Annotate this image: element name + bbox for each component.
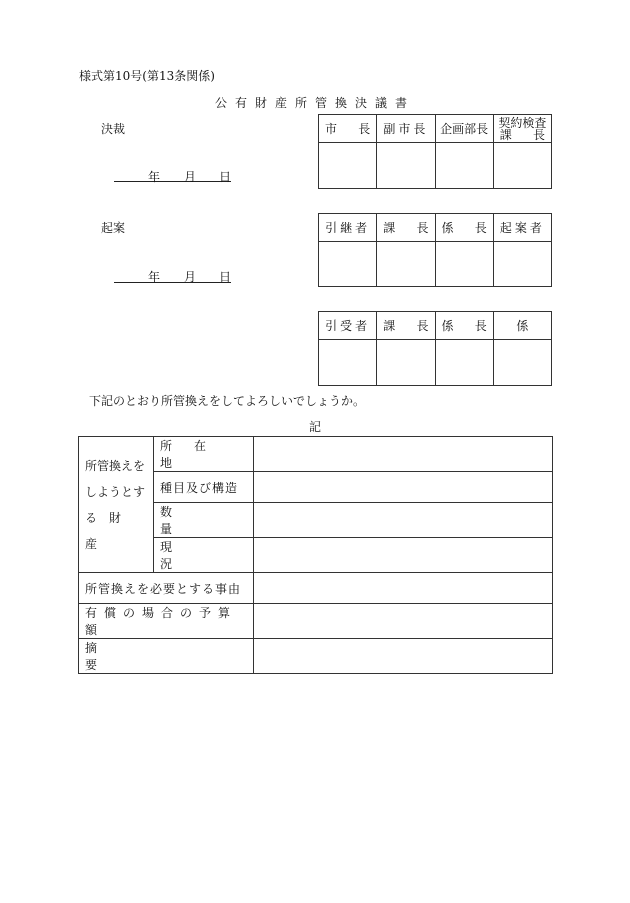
field-budget[interactable] [254,604,553,639]
draft-date-month: 月 [184,270,197,284]
row-label-reason: 所管換えを必要とする事由 [79,573,254,604]
draft-label: 起案 [101,221,126,235]
row-label-quantity: 数量 [154,503,254,538]
field-type-structure[interactable] [254,472,553,503]
stamp-cell-receiver[interactable] [319,340,377,386]
field-location[interactable] [254,437,553,472]
stamp-cell-vice-mayor[interactable] [377,143,435,189]
draft-date-year: 年 [148,270,161,284]
property-group-line-1: 所管換えを [85,458,146,473]
header-recv-subsection-1: 係 [441,319,454,333]
draft-date-line [114,282,231,283]
header-contract-inspection: 契約検査 [498,115,547,130]
field-condition[interactable] [254,538,553,573]
stamp-cell-recv-chief[interactable] [377,340,435,386]
header-subsection-1: 係 [441,221,454,235]
decision-date-month: 月 [184,170,197,184]
header-vice-mayor: 副市長 [377,115,435,143]
stamp-cell-chief[interactable] [377,242,435,287]
decision-date-day: 日 [219,170,232,184]
property-group-line-2: しようとす [85,484,146,499]
document-title: 公有財産所管換決議書 [214,96,415,110]
header-receiver: 引受者 [319,312,377,340]
draft-date-day: 日 [219,270,232,284]
header-recv-subsection-2: 長 [474,319,487,333]
row-label-budget: 有償の場合の予算額 [79,604,254,639]
details-table [78,436,553,674]
decision-date-line [114,181,231,182]
header-handover-person: 引継者 [319,214,377,242]
property-group-line-3: る財産 [85,510,134,551]
field-quantity[interactable] [254,503,553,538]
row-label-condition: 現況 [154,538,254,573]
request-text: 下記のとおり所管換えをしてよろしいでしょうか。 [89,394,366,408]
row-label-type-structure: 種目及び構造 [154,472,254,503]
header-planning-director: 企画部長 [435,115,493,143]
header-section-chief-1: 課 [499,127,512,142]
decision-label: 決裁 [101,122,126,136]
header-drafter: 起案者 [493,214,551,242]
header-section-chief-2: 長 [532,127,545,142]
header-mayor-1: 市 [325,122,338,136]
stamp-cell-staff[interactable] [493,340,551,386]
ki-label: 記 [308,420,321,434]
stamp-cell-handover[interactable] [319,242,377,287]
stamp-cell-contract-inspection[interactable] [493,143,551,189]
header-subsection-2: 長 [474,221,487,235]
header-staff: 係 [493,312,551,340]
row-label-location: 所在地 [154,437,254,472]
decision-date-year: 年 [148,170,161,184]
field-summary[interactable] [254,639,553,674]
receive-stamp-table [318,311,552,386]
approval-stamp-table [318,114,552,189]
header-chief-2: 長 [416,221,429,235]
stamp-cell-mayor[interactable] [319,143,377,189]
stamp-cell-subsection[interactable] [435,242,493,287]
property-group-label [79,437,154,573]
header-mayor-2: 長 [358,122,371,136]
field-reason[interactable] [254,573,553,604]
row-label-summary: 摘要 [79,639,254,674]
header-recv-chief-2: 長 [416,319,429,333]
transfer-stamp-table [318,213,552,287]
header-recv-chief-1: 課 [383,319,396,333]
header-chief-1: 課 [383,221,396,235]
form-number: 様式第10号(第13条関係) [79,69,215,83]
stamp-cell-planning-director[interactable] [435,143,493,189]
stamp-cell-recv-subsection[interactable] [435,340,493,386]
stamp-cell-drafter[interactable] [493,242,551,287]
